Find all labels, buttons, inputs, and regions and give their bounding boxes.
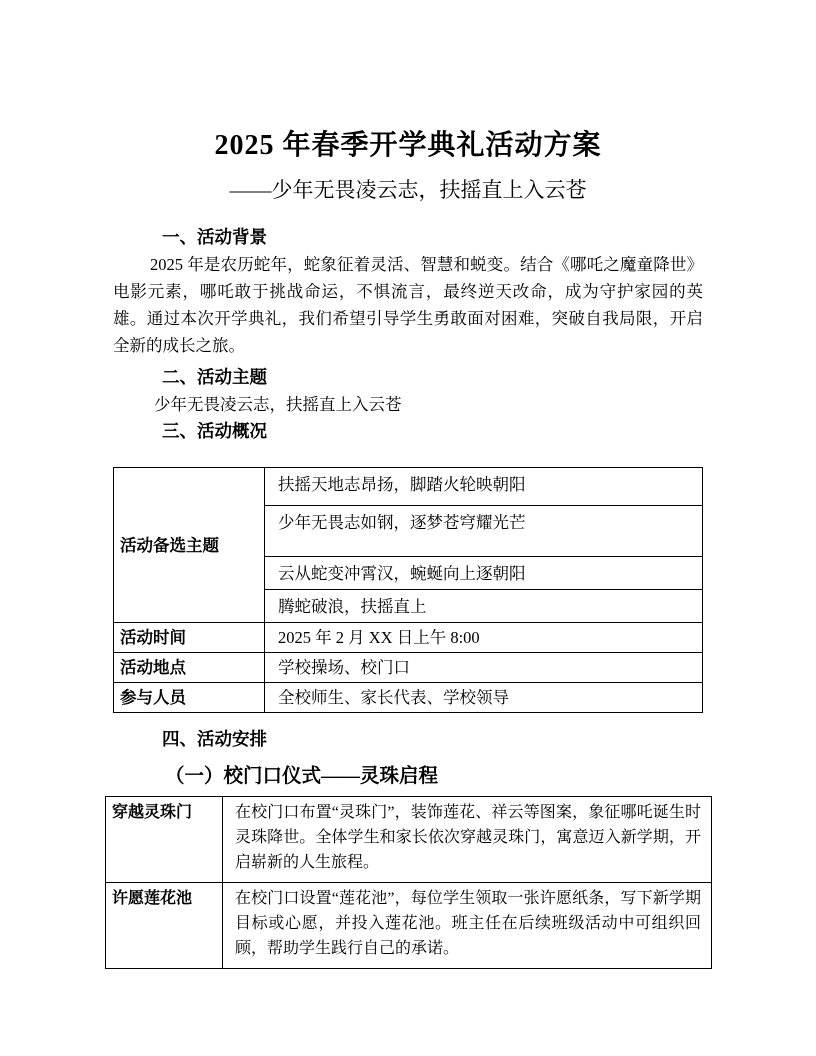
section-heading-overview: 三、活动概况: [162, 421, 267, 441]
overview-row-value: 全校师生、家长代表、学校领导: [265, 683, 703, 713]
gate-ceremony-table: [105, 796, 712, 969]
section-heading-background: 一、活动背景: [162, 227, 267, 247]
theme-text: 少年无畏凌云志，扶摇直上入云苍: [154, 395, 402, 414]
overview-theme-label-cell: 活动备选主题: [114, 468, 265, 623]
gate-row-label: 许愿莲花池: [106, 883, 223, 969]
paragraph-background: 2025 年是农历蛇年，蛇象征着灵活、智慧和蜕变。结合《哪吒之魔童降世》电影元素，哪吒敢于挑战命运，不惧流言，最终逆天改命，成为守护家园的英雄。通过本次开学典礼，我们希望引导学生勇敢面对困难，突破自我局限，开启全新的成长之旅。: [113, 255, 703, 355]
table-row: [106, 883, 712, 969]
theme-option: 云从蛇变冲霄汉，蜿蜒向上逐朝阳: [265, 557, 703, 590]
overview-table: [113, 467, 703, 713]
gate-row-desc: 在校门口布置“灵珠门”，装饰莲花、祥云等图案，象征哪吒诞生时灵珠降世。全体学生和家长依次穿越灵珠门，寓意迈入新学期，开启崭新的人生旅程。: [223, 797, 712, 883]
section-heading-theme: 二、活动主题: [162, 367, 267, 387]
table-row: [114, 683, 703, 713]
theme-option: 少年无畏志如钢，逐梦苍穹耀光芒: [265, 506, 703, 557]
table-row: [106, 797, 712, 883]
doc-subtitle: ——少年无畏凌云志，扶摇直上入云苍: [229, 178, 587, 202]
gate-row-desc: 在校门口设置“莲花池”，每位学生领取一张许愿纸条，写下新学期目标或心愿，并投入莲花池。班主任在后续班级活动中可组织回顾，帮助学生践行自己的承诺。: [223, 883, 712, 969]
gate-row-label: 穿越灵珠门: [106, 797, 223, 883]
theme-option: 扶摇天地志昂扬，脚踏火轮映朝阳: [265, 468, 703, 506]
table-row: [114, 468, 703, 506]
doc-title: 2025 年春季开学典礼活动方案: [214, 130, 602, 161]
overview-row-label: 活动时间: [114, 623, 265, 653]
overview-row-label: 参与人员: [114, 683, 265, 713]
subsection-heading-gate-ceremony: （一）校门口仪式——灵珠启程: [165, 766, 439, 787]
table-row: [114, 653, 703, 683]
section-heading-arrangement: 四、活动安排: [162, 729, 267, 749]
overview-row-value: 2025 年 2 月 XX 日上午 8:00: [265, 623, 703, 653]
overview-row-label: 活动地点: [114, 653, 265, 683]
theme-option: 腾蛇破浪，扶摇直上: [265, 590, 703, 623]
overview-row-value: 学校操场、校门口: [265, 653, 703, 683]
table-row: [114, 623, 703, 653]
